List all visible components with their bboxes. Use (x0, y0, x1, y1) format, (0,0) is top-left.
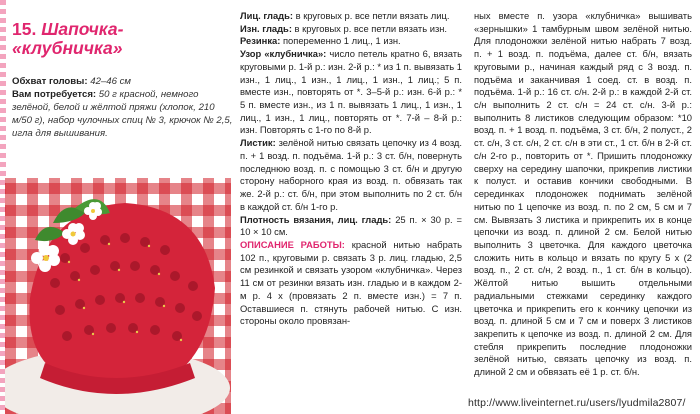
text-strawberry-pattern: число петель кратно 6, вязать круговыми р. 1-й р.: изн. 2-й р.: * из 1 п. вывязать 1 изн., 1 лиц., 1 изн., 1 лиц., 1 изн., 1 лиц.; 5 п. вместе изн., повторять от *. 3–5-й р.: изн. 6-й р.: * 5 п. вместе изн., из 1 п. вывязать 1 лиц., 1 изн., 1 лиц., 1 изн., 1 лиц., повторять от *. 7-й – 8-й р.: изн. Повторять с 1-го по 8-й р. (240, 48, 462, 136)
label-gauge: Плотность вязания, лиц. гладь: (240, 213, 392, 225)
paragraph-strawberry-pattern (240, 48, 462, 137)
title-line-2: «клубничка» (12, 38, 123, 58)
article-title (12, 20, 234, 58)
instructions-column-2 (240, 10, 462, 328)
text-continuation: ных вместе п. узора «клубничка» вышивать «зернышки» 1 тамбурным швом зелёной нитью. Для плодоножки зелёной нитью набрать 7 возд. п. + 1 возд. п. подъёма, далее ст. б/н, вязать круговыми р., начиная каждый ряд с 3 возд. п. подъёма и заканчивая 1 соед. ст. в возд. п. подъёма. 1-й р.: 16 ст. с/н. 2-й р.: в каждой 2-й ст. с/н выполнить 2 ст. с/н = 24 ст. с/н. 3-й р.: выполнить 8 листиков следующим образом: *10 возд. п. + 1 возд. п. подъёма, 3 ст. б/н, 2 полуст., 2 ст. с/н, 3 ст. с/н, 2 ст. с/н в эти ст., 1 ст. б/н в 2-й ст. с/н 2-го р., повторить от *. Пришить плодоножку сверху на середину шапочки, прикрепив листики к полуст. и оставив кончики свободными. В серединках плодоножек поднимать зелёной нитью по 1 цепочке из возд. п. по 2 см, 5 см и 7 см. Вывязать 3 листика и прикрепить их в конце цепочки из возд. п. длиной 2 см. Белой нитью выполнить 3 цветочка. Для каждого цветочка сложить нить в кольцо и вязать по кругу 5 х (2 возд. п., 2 ст. с/н, 2 возд. п., 1 ст. б/н в кольцо). Жёлтой нитью вышить отдельными радиальными стежками серединку каждого цветочка и прикрепить его к кончику цепочки из возд. п. длиной 5 см и 7 см и поверх 3 листиков закрепить к цепочке из возд. п. длиной 2 см. Для стебля прикрепить последние плодоножки зелёной нитью, связать цепочку из возд. п. длиной 2 см и обвязать её 1 р. ст. б/н. (474, 10, 692, 378)
label-reverse-stockinette: Изн. гладь: (240, 22, 292, 34)
hat-photo (5, 178, 231, 414)
paragraph-gauge (240, 214, 462, 239)
text-ribbing: попеременно 1 лиц., 1 изн. (280, 35, 401, 47)
text-work-description: красной нитью набрать 102 п., круговыми р. связать 3 р. лиц. гладью, 2,5 см резинкой и связать узором «клубничка». Через 11 см от резинки вязать изн. гладью и в каждом 2-м р. 4 х (провязать 2 п. вместе изн.) = 7 п. Оставшиеся п. стянуть рабочей нитью. С изн. стороны около провязан- (240, 238, 462, 327)
paragraph-leaf (240, 137, 462, 213)
intro-block (12, 76, 236, 141)
paragraph-ribbing (240, 35, 462, 48)
paragraph-reverse-stockinette (240, 23, 462, 36)
text-leaf: зелёной нитью связать цепочку из 4 возд. п. + 1 возд. п. подъёма. 1-й р.: 3 ст. б/н, повернуть последнюю возд. п. с помощью 3 ст. б/н и другую сторону наборного края из возд. п. обвязать так же. 2-й р.: ст. б/н, при этом выполнить по 2 ст. б/н в каждой ст. б/н 1-го р. (240, 137, 462, 212)
label-work-description: ОПИСАНИЕ РАБОТЫ: (240, 238, 345, 250)
article-header (12, 20, 234, 58)
label-strawberry-pattern: Узор «клубничка»: (240, 48, 327, 60)
head-girth-label: Обхват головы: (12, 76, 88, 87)
label-ribbing: Резинка: (240, 35, 281, 47)
text-gauge: 25 п. × 30 р. = 10 × 10 см. (240, 213, 462, 238)
label-stockinette: Лиц. гладь: (240, 10, 293, 21)
label-leaf: Листик: (240, 137, 276, 149)
source-watermark: http://www.liveinternet.ru/users/lyudmila2807/ (468, 397, 686, 409)
paragraph-stockinette (240, 10, 462, 23)
paragraph-work-description (240, 239, 462, 328)
materials-value: 50 г красной, немного зелёной, белой и жёлтой пряжи (хлопок, 210 м/50 г), набор чулочных спиц № 3, крючок № 2,5, игла для вышивания. (12, 88, 233, 139)
text-reverse-stockinette: в круговых р. все петли вязать изн. (291, 22, 448, 34)
head-girth-value: 42–46 см (87, 76, 131, 87)
materials-label: Вам потребуется: (12, 88, 97, 100)
text-stockinette: в круговых р. все петли вязать лиц. (293, 10, 450, 21)
title-line-1: Шапочка- (41, 19, 124, 39)
strawberry-hat-image (5, 178, 231, 414)
article-number: 15. (12, 19, 37, 39)
instructions-column-3 (474, 10, 692, 379)
